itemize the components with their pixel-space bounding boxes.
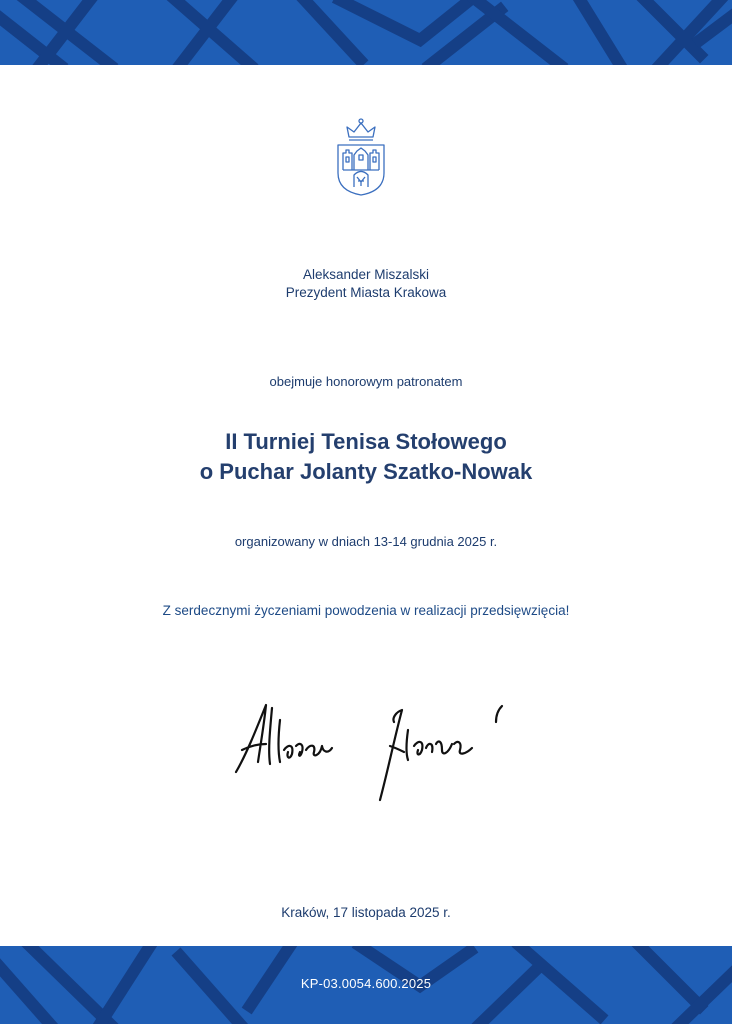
handwritten-signature	[228, 700, 518, 805]
event-title-line2: o Puchar Jolanty Szatko-Nowak	[199, 459, 533, 484]
author-block	[0, 266, 732, 302]
event-title	[0, 427, 732, 487]
event-title-line1: II Turniej Tenisa Stołowego	[225, 429, 507, 454]
author-position: Prezydent Miasta Krakowa	[285, 285, 447, 300]
top-decorative-band	[0, 0, 732, 65]
band-pattern-top	[0, 0, 732, 65]
krakow-coat-of-arms-icon	[335, 115, 387, 197]
reference-number: KP-03.0054.600.2025	[300, 976, 432, 991]
author-name: Aleksander Miszalski	[302, 267, 430, 282]
wishes-text: Z serdecznymi życzeniami powodzenia w realizacji przedsięwzięcia!	[162, 603, 570, 618]
patronage-text: obejmuje honorowym patronatem	[269, 374, 463, 389]
event-dates: organizowany w dniach 13-14 grudnia 2025 r.	[234, 534, 498, 549]
place-and-date: Kraków, 17 listopada 2025 r.	[281, 905, 451, 920]
